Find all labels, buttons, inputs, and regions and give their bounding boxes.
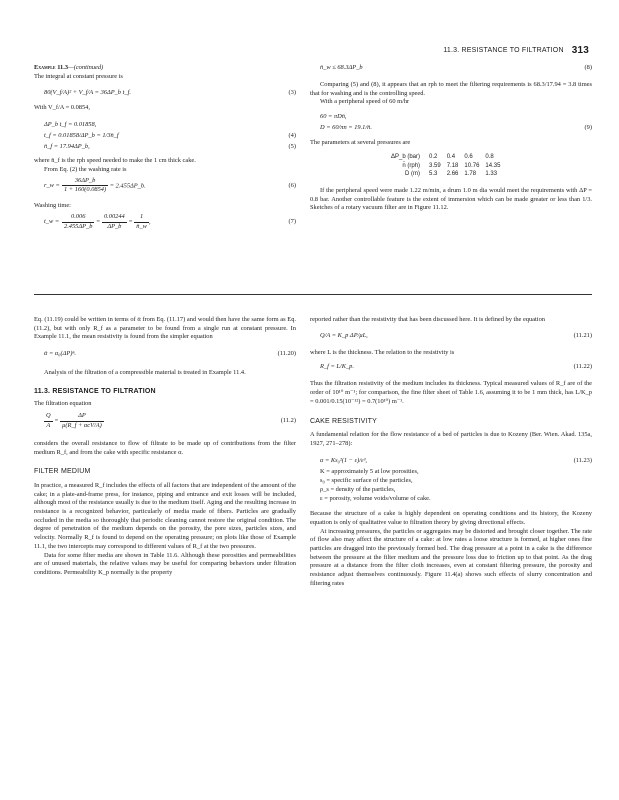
- paragraph-thickness: where L is the thickness. The relation to the resistivity is: [310, 348, 455, 356]
- list-item: ε = porosity, volume voids/volume of cake.: [320, 494, 431, 502]
- equation-9b: D = 60/πn = 19.1/n̄. (9): [320, 124, 592, 132]
- intro-text: The integral at constant pressure is: [34, 72, 123, 80]
- variable-list: [310, 468, 592, 503]
- example-end-rule: [34, 294, 592, 295]
- equation-9a: 60 = πDn̄,: [320, 113, 347, 121]
- paragraph-structure: Because the structure of a cake is highly dependent on operating conditions and its history, the Kozeny equation is only of qualitative value to filtration theory by giving directional effects.: [310, 510, 592, 526]
- pressure-parameters-table: [388, 153, 503, 179]
- paragraph-resistivity: Thus the filtration resistivity of the medium includes its thickness. Typical measured values of R_f are of the order of 10¹⁰ m⁻¹; for comparison, the fine filter sheet of Table 1.6, assuming it to be 1 mm thick, has L/K_p = 0.001/0.15(10⁻¹²) = 0.7(10¹⁰) m⁻¹.: [310, 380, 592, 405]
- paragraph-compressible: Analysis of the filtration of a compressible material is treated in Example 11.4.: [44, 369, 246, 377]
- equation-8: n̄_w ≤ 68.3ΔP_b (8): [320, 64, 592, 71]
- subheading-cake-resistivity: CAKE RESISTIVITY: [310, 417, 377, 425]
- filtration-equation-intro: The filtration equation: [34, 400, 92, 408]
- from-eq2-line: From Eq. (2) the washing rate is: [44, 165, 127, 173]
- subheading-filter-medium: FILTER MEDIUM: [34, 468, 91, 476]
- equation-5: n̄_f = 17.94ΔP_b, (5): [44, 143, 296, 151]
- paragraph-kozeny: A fundamental relation for the flow resistance of a bed of particles is due to Kozeny (Ber. Wien. Akad. 135a, 1927, 271–278):: [310, 431, 592, 447]
- equation-7: t_w = $\frac{0.006}{2.455\Delta P\_b}$ = $\frac{0.00244}{\Delta P\_b}$ = $\frac{1}{n̄\_w}$ , (7): [44, 213, 296, 230]
- equation-11-22: R_f = L/K_p. (11.22): [320, 363, 592, 371]
- paragraph-overall-resistance: considers the overall resistance to flow of filtrate to be made up of contributions from the filter medium R_f, and from the cake with specific resistance α.: [34, 440, 296, 456]
- washing-time-label: Washing time:: [34, 201, 71, 209]
- page-number: 313: [571, 45, 589, 56]
- paragraph-table-11-6: Data for some filter media are shown in Table 11.6. Although these porosities and permeabilities are of unused materials, the relative values may be useful for comparing behaviors under filtration conditions. Permeability K_p normally is the property: [34, 551, 296, 576]
- header-section-title: 11.3. RESISTANCE TO FILTRATION: [443, 47, 564, 54]
- parameters-intro: The parameters at several pressures are: [310, 139, 411, 147]
- right-column: [310, 316, 592, 589]
- equation-11-2: $\frac{Q}{A}$ = $\frac{\Delta P}{\text{μ(R\_f + αcV/A)}}$ (11.2): [46, 412, 296, 429]
- equation-6: r_w = $\frac{36\Delta P\_b}{1 + 160(0.0854)}$ = 2.455ΔP_b. (6): [44, 176, 296, 194]
- peripheral-speed-line: With a peripheral speed of 60 m/hr: [320, 98, 410, 106]
- table-row: n̄ (rph) 3.59 7.18 10.76 14.35: [402, 162, 501, 169]
- with-line: With V_f/A = 0.0854,: [34, 104, 90, 112]
- table-row: ΔP_b (bar) 0.2 0.4 0.6 0.8: [391, 153, 494, 160]
- where-line: where n̄_f is the rph speed needed to make the 1 cm thick cake.: [34, 157, 196, 165]
- list-item: ρ_s = density of the particles,: [320, 485, 396, 493]
- equation-4a: ΔP_b t_f = 0.01858,: [44, 121, 97, 129]
- example-continued-left: [34, 64, 296, 235]
- table-row: D (m) 5.3 2.66 1.78 1.33: [405, 171, 498, 178]
- paragraph-eq1119: Eq. (11.19) could be written in terms of ᾱ from Eq. (11.17) and would then have the same form as Eq. (11.2), but with only R_f as a parameter to be found from a single run at constant pressure. In Example 11.1, the mean resistivity is found from the simpler equation: [34, 316, 296, 341]
- equation-11-21: Q/A = K_p ΔP/μL, (11.21): [320, 331, 592, 339]
- comparing-paragraph: Comparing (5) and (8), it appears that an rph to meet the filtering requirements is 68.3/17.94 = 3.8 times that for washing and is the controlling speed.: [310, 81, 592, 97]
- paragraph-pressures: At increasing pressures, the particles or aggregates may be distorted and brought closer together. The rate of flow also may affect the structure of a cake: at low rates a loose structure is formed, at higher ones fine particles are dragged into the previously formed bed. The drag pressure at a point in a cake is the difference between the pressure at the filter medium and the pressure loss due to friction up to that point. As the drag pressure at a distance from the filter cloth increases, even at constant filtering pressure, the porosity and resistance adjust themselves continuously. Figure 11.4(a) shows such effects of slurry concentration and filtering rates: [310, 527, 592, 587]
- list-item: K = approximately 5 at low porosities,: [320, 468, 419, 476]
- equation-11-23: α = Ks₀²(1 − ε)/ε³, (11.23): [320, 457, 592, 465]
- drum-paragraph: If the peripheral speed were made 1.22 m/min, a drum 1.0 m dia would meet the requirements with ΔP = 0.8 bar. Another controllable feature is the extent of immersion which can be made greater or less than 1/3. Sketches of a rotary vacuum filter are in Figure 11.12.: [310, 186, 592, 212]
- paragraph-reported: reported rather than the resistivity that has been discussed here. It is defined by the equation: [310, 316, 545, 323]
- list-item: s₀ = specific surface of the particles,: [320, 477, 413, 485]
- equation-4b: t_f = 0.01858/ΔP_b = 1/3n̄_f (4): [44, 132, 296, 140]
- example-title: Example 11.3—(continued): [34, 64, 104, 71]
- equation-3: 80(V_f/A)² + V_f/A = 36ΔP_b t_f. (3): [44, 89, 296, 97]
- paragraph-filter-medium: In practice, a measured R_f includes the effects of all factors that are independent of the amount of the cake; in a plate-and-frame press, for instance, piping and entrance and exit losses will be included, although most of the resistance usually is due to the medium itself. Aging and the resulting increase in resistance is a recognized behavior, particularly of media made of fibers. Particles are gradually occluded in the media so thoroughly that periodic cleaning cannot restore the original condition. The degree of penetration of the medium depends on the porosity, the pore sizes, particles sizes, and velocity. Normally R_f is found to depend on the operating pressure; on plots like those of Example 11.1, the two intercepts may correspond to different values of R_f at the two pressures.: [34, 481, 296, 550]
- section-heading-11-3: 11.3. RESISTANCE TO FILTRATION: [34, 387, 156, 395]
- running-header: [340, 44, 589, 58]
- equation-11-20: ᾱ = α₀(ΔP)ⁿ. (11.20): [44, 350, 296, 358]
- example-continued-right: [310, 64, 592, 213]
- left-column: [34, 316, 296, 578]
